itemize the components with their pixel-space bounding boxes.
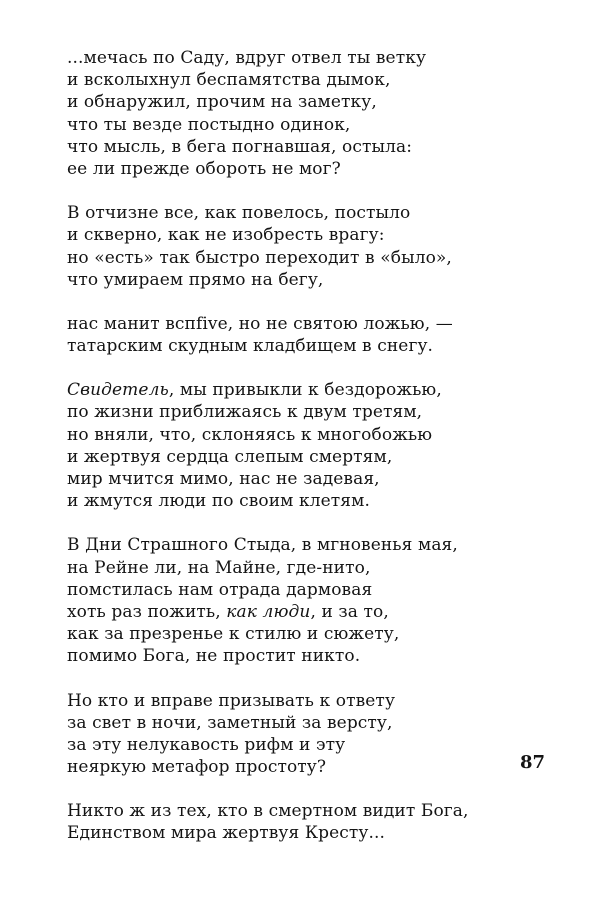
page-number: 87: [520, 752, 546, 773]
poem-line: за свет в ночи, заметный за версту,: [67, 712, 393, 733]
stanza-2: [67, 202, 507, 291]
poem-line: и жертвуя сердца слепым смертям,: [67, 446, 393, 467]
stanza-7: [67, 800, 507, 844]
poem-line: что ты везде постыдно одинок,: [67, 114, 351, 135]
poem-line: но вняли, что, склоняясь к многобожью: [67, 424, 433, 445]
poem-line: Но кто и вправе призывать к ответу: [67, 690, 396, 711]
poem-line: хоть раз пожить, как люди, и за то,: [67, 601, 389, 622]
poem-line: как за презренье к стилю и сюжету,: [67, 624, 400, 645]
poem-line: неяркую метафор простоту?: [67, 757, 327, 778]
poem-line: мир мчится мимо, нас не задевая,: [67, 469, 380, 489]
poem-line: и обнаружил, прочим на заметку,: [67, 92, 377, 113]
stanza-6: [67, 690, 507, 779]
poem-line: ее ли прежде обороть не мог?: [67, 158, 341, 179]
poem-line: за эту нелукавость рифм и эту: [67, 734, 346, 755]
poem-line: нас манит вспfive, но не святою ложью, —: [67, 313, 453, 334]
poem-line: помстилась нам отрада дармовая: [67, 579, 373, 600]
poem-line: Никто ж из тех, кто в смертном видит Бога,: [67, 801, 469, 822]
poem-line: В отчизне все, как повелось, постыло: [67, 203, 411, 224]
poem-line: ...мечась по Саду, вдруг отвел ты ветку: [67, 48, 427, 68]
stanza-3: [67, 313, 507, 357]
poem-line: что мысль, в бега погнавшая, остыла:: [67, 136, 413, 157]
poem-line: В Дни Страшного Стыда, в мгновенья мая,: [67, 535, 458, 556]
poem-line: Единством мира жертвуя Кресту...: [67, 823, 385, 844]
poem-line: помимо Бога, не простит никто.: [67, 646, 361, 667]
poem-line: татарским скудным кладбищем в снегу.: [67, 336, 434, 357]
poem-line: по жизни приближаясь к двум третям,: [67, 402, 423, 423]
poem-line: и всколыхнул беспамятства дымок,: [67, 70, 391, 91]
poem-line: и скверно, как не изобресть врагу:: [67, 225, 385, 246]
poem-line: что умираем прямо на бегу,: [67, 269, 324, 290]
poem-line: и жмутся люди по своим клетям.: [67, 491, 370, 512]
poem-line: на Рейне ли, на Майне, где-нито,: [67, 557, 371, 578]
stanza-5: [67, 534, 507, 667]
poem: [67, 47, 507, 867]
poem-line: Свидетель, мы привыкли к бездорожью,: [67, 380, 442, 401]
poem-line: но «есть» так быстро переходит в «было»,: [67, 247, 452, 268]
stanza-1: [67, 47, 507, 180]
stanza-4: [67, 379, 507, 512]
